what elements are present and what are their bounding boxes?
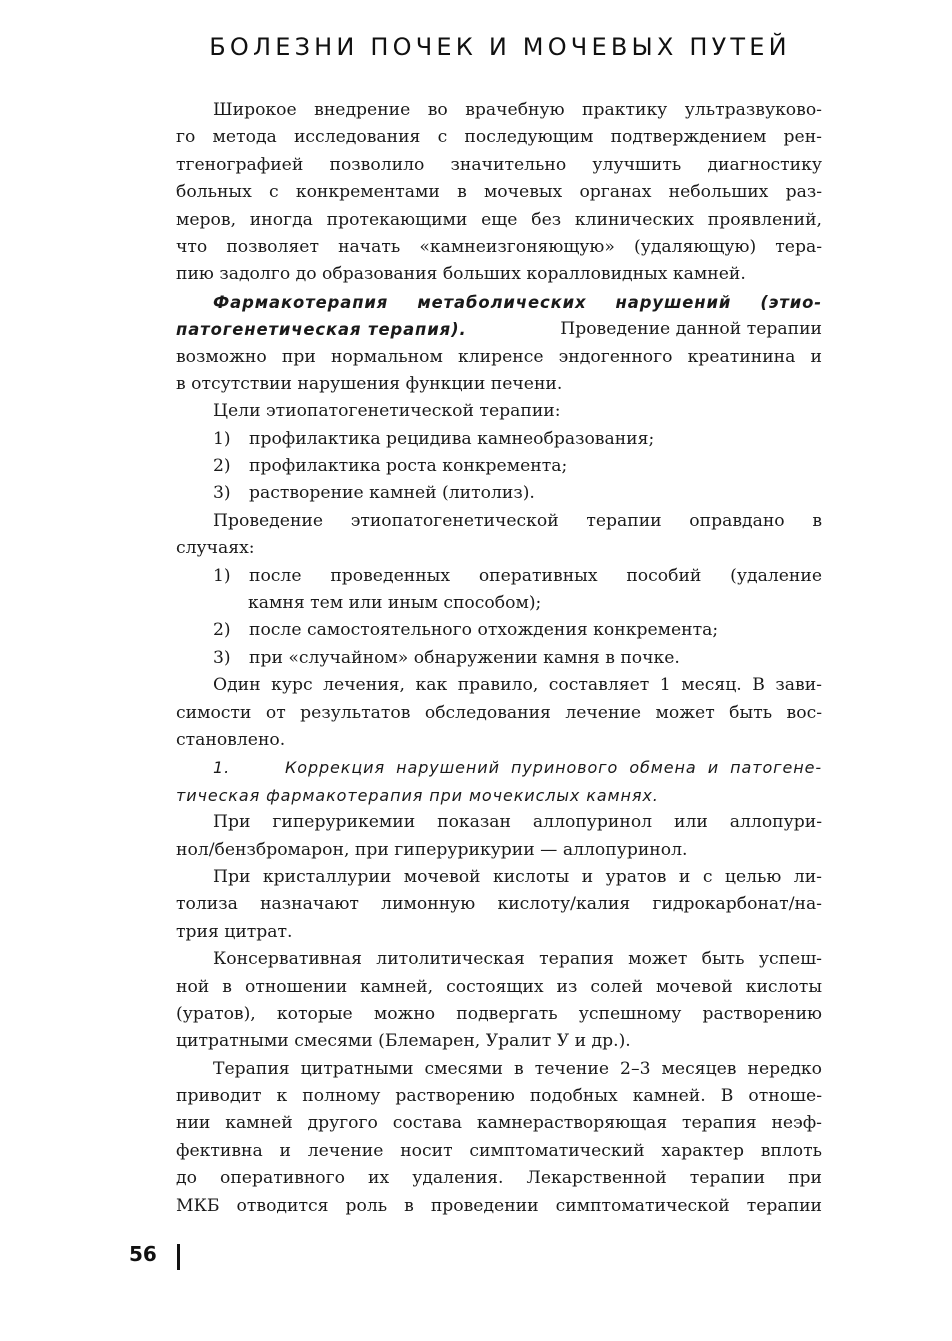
text-line: пию задолго до образования больших коралловидных камней. (176, 264, 746, 285)
body-text (176, 97, 822, 1220)
text-line: Широкое внедрение во врачебную практику ультразвуково- (213, 100, 822, 120)
section-heading: Фармакотерапия метаболических нарушений (этио- (213, 292, 822, 312)
text-line: Цели этиопатогенетической терапии: (213, 401, 561, 422)
text-line: Консервативная литолитическая терапия может быть успеш- (213, 949, 822, 970)
list-number: 2) (213, 620, 231, 641)
text-line: ной в отношении камней, состоящих из солей мочевой кислоты (176, 976, 822, 997)
text-line: приводит к полному растворению подобных камней. В отноше- (176, 1086, 822, 1107)
text-line: возможно при нормальном клиренсе эндогенного креатинина и (176, 346, 822, 367)
list-item-text: при «случайном» обнаружении камня в почке. (249, 647, 680, 668)
text-line: толиза назначают лимонную кислоту/калия гидрокарбонат/на- (176, 894, 822, 915)
text-line: МКБ отводится роль в проведении симптоматической терапии (176, 1195, 822, 1216)
section-heading-end: патогенетическая терапия). (176, 320, 467, 340)
list-item-text: растворение камней (литолиз). (249, 483, 535, 504)
text-line: в отсутствии нарушения функции печени. (176, 373, 563, 394)
text-line: трия цитрат. (176, 921, 293, 942)
text-line: При кристаллурии мочевой кислоты и уратов и с целью ли- (213, 866, 822, 887)
subsection-heading-end: тическая фармакотерапия при мочекислых камнях. (176, 785, 659, 805)
text-line: Терапия цитратными смесями в течение 2–3 месяцев нередко (213, 1058, 822, 1079)
subsection-number: 1. (213, 758, 231, 778)
text-line: фективна и лечение носит симптоматический характер вплоть (176, 1140, 822, 1161)
list-number: 2) (213, 456, 231, 477)
list-item-text: после проведенных оперативных пособий (удаление (249, 565, 822, 586)
subsection-heading-line (176, 754, 822, 781)
list-number: 3) (213, 483, 231, 504)
list-item (176, 563, 822, 590)
text-line: Проведение этиопатогенетической терапии оправдано в (213, 510, 822, 531)
text-fragment: Проведение данной терапии (560, 319, 822, 340)
subsection-heading-line (176, 782, 822, 809)
text-line: тгенографией позволило значительно улучшить диагностику (176, 154, 822, 175)
text-line: меров, иногда протекающими еще без клинических проявлений, (176, 209, 822, 230)
text-line: цитратными смесями (Блемарен, Уралит У и др.). (176, 1031, 631, 1052)
text-line: случаях: (176, 538, 255, 559)
text-line: до оперативного их удаления. Лекарственной терапии при (176, 1168, 822, 1189)
text-line: Один курс лечения, как правило, составляет 1 месяц. В зави- (213, 675, 822, 696)
page-number-divider (177, 1244, 180, 1270)
list-item (176, 453, 822, 480)
text-line: (уратов), которые можно подвергать успешному растворению (176, 1003, 822, 1024)
running-head: БОЛЕЗНИ ПОЧЕК И МОЧЕВЫХ ПУТЕЙ (209, 33, 791, 61)
text-line: становлено. (176, 729, 286, 750)
list-number: 1) (213, 565, 231, 586)
list-item-text: профилактика рецидива камнеобразования; (249, 428, 655, 449)
list-item (176, 480, 822, 507)
list-number: 3) (213, 647, 231, 668)
text-line: нол/бензбромарон, при гиперурикурии — аллопуринол. (176, 839, 688, 860)
list-item (176, 617, 822, 644)
text-line (176, 316, 822, 343)
text-line: камня тем или иным способом); (248, 593, 542, 614)
section-heading-line (176, 289, 822, 316)
text-line: больных с конкрементами в мочевых органах небольших раз- (176, 182, 822, 203)
list-item (176, 426, 822, 453)
text-line: го метода исследования с последующим подтверждением рен- (176, 127, 822, 148)
subsection-heading: Коррекция нарушений пуринового обмена и патогене- (285, 758, 822, 778)
page-number: 56 (129, 1242, 157, 1266)
text-line: симости от результатов обследования лечение может быть вос- (176, 702, 822, 723)
text-line: что позволяет начать «камнеизгоняющую» (удаляющую) тера- (176, 236, 822, 257)
list-item-text: после самостоятельного отхождения конкремента; (249, 620, 719, 641)
list-number: 1) (213, 428, 231, 449)
list-item (176, 645, 822, 672)
text-line: нии камней другого состава камнерастворяющая терапия неэф- (176, 1113, 822, 1134)
text-line: При гиперурикемии показан аллопуринол или аллопури- (213, 812, 822, 833)
list-item-text: профилактика роста конкремента; (249, 456, 568, 477)
